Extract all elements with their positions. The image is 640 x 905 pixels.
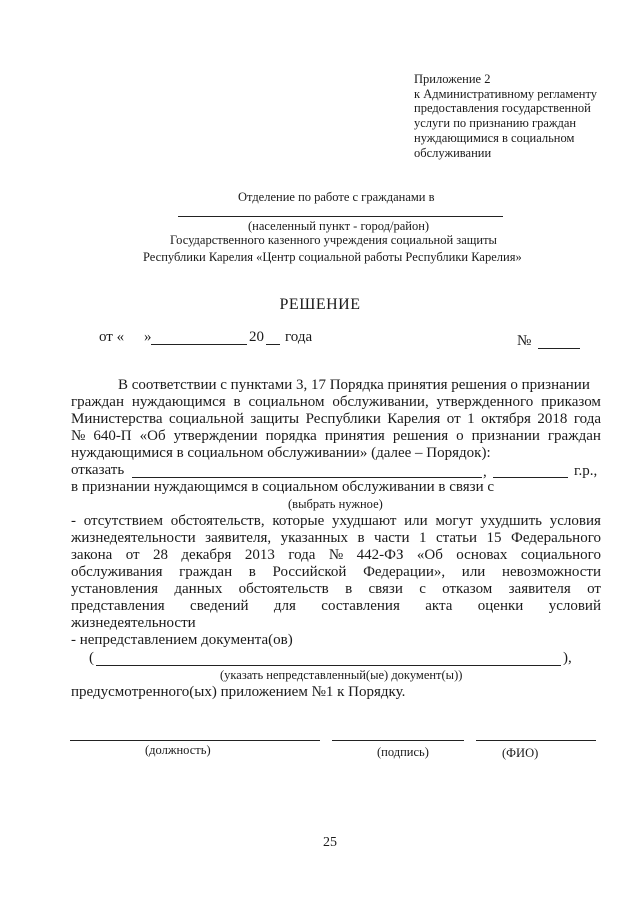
paragraph-1-line-4: № 640-П «Об утверждении порядка принятия решения о признании граждан [71, 428, 601, 444]
organization-line-2: Республики Карелия «Центр социальной работы Республики Карелия» [143, 250, 522, 264]
refuse-label: отказать [71, 462, 125, 478]
missing-documents-field[interactable] [96, 665, 561, 666]
appendix-line: услуги по признанию граждан [414, 116, 577, 131]
number-sign: № [517, 333, 532, 349]
reason-1-line-1: - отсутствием обстоятельств, которые ухудшают или могут ухудшить условия [71, 513, 601, 529]
birth-year-field[interactable] [493, 477, 568, 478]
date-month-field[interactable] [151, 344, 247, 345]
position-field[interactable] [70, 740, 320, 741]
birth-year-suffix: г.р., [574, 463, 598, 479]
position-label: (должность) [145, 743, 211, 757]
fullname-field[interactable] [476, 740, 596, 741]
date-year-suffix: года [285, 329, 313, 345]
paragraph-1-line-2: граждан нуждающимся в социальном обслуживании, утвержденного приказом [71, 394, 601, 410]
document-title: РЕШЕНИЕ [279, 296, 361, 313]
paren-close: ), [563, 650, 572, 666]
reason-2: - непредставлением документа(ов) [71, 632, 293, 648]
reason-1-line-6: представления сведений для составления акта оценки условий [71, 598, 601, 614]
appendix-line: к Административному регламенту [414, 86, 598, 101]
appendix-line: обслуживании [414, 145, 492, 160]
paragraph-2: в признании нуждающимся в социальном обслуживании в связи с [71, 479, 495, 495]
reason-2-end: предусмотренного(ых) приложением №1 к Порядку. [71, 684, 406, 700]
date-quote-close: » [144, 329, 152, 345]
department-label: Отделение по работе с гражданами в [238, 190, 435, 204]
reason-1-line-5: установления данных обстоятельств в связи с отказом заявителя от [71, 581, 601, 597]
locality-field-line[interactable] [178, 216, 503, 217]
appendix-line: нуждающимися в социальном [414, 130, 575, 145]
date-year-prefix: 20 [249, 329, 264, 345]
reason-1-line-7: жизнедеятельности [71, 615, 196, 631]
reason-1-line-4: обслуживания граждан в Российской Федерации», или невозможности [71, 564, 601, 580]
applicant-name-field[interactable] [132, 477, 482, 478]
fullname-label: (ФИО) [502, 746, 539, 760]
paragraph-1-line-3: Министерства социальной защиты Республики Карелия от 1 октября 2018 года [71, 411, 601, 427]
appendix-line: Приложение 2 [414, 72, 491, 86]
reason-1-line-2: жизнедеятельности заявителя, указанных в части 1 статьи 15 Федерального [71, 530, 601, 546]
signature-label: (подпись) [377, 745, 429, 759]
locality-hint: (населенный пункт - город/район) [248, 219, 430, 233]
organization-line-1: Государственного казенного учреждения социальной защиты [170, 233, 497, 247]
paren-open: ( [89, 650, 94, 666]
refuse-comma: , [483, 464, 487, 480]
appendix-line: предоставления государственной [414, 101, 591, 116]
document-hint: (указать непредставленный(ые) документ(ы)) [220, 668, 463, 682]
date-year-field[interactable] [266, 344, 280, 345]
reason-1-line-3: закона от 28 декабря 2013 года № 442-ФЗ «Об основах социального [71, 547, 601, 563]
paragraph-1-line-1: В соответствии с пунктами 3, 17 Порядка принятия решения о признании [118, 377, 590, 393]
choose-hint: (выбрать нужное) [288, 497, 383, 511]
number-field[interactable] [538, 348, 580, 349]
signature-field[interactable] [332, 740, 464, 741]
date-from-label: от « [99, 329, 125, 345]
appendix-block [414, 72, 597, 160]
page-number: 25 [323, 835, 337, 850]
paragraph-1-line-5: нуждающимися в социальном обслуживании» (далее – Порядок): [71, 445, 491, 461]
